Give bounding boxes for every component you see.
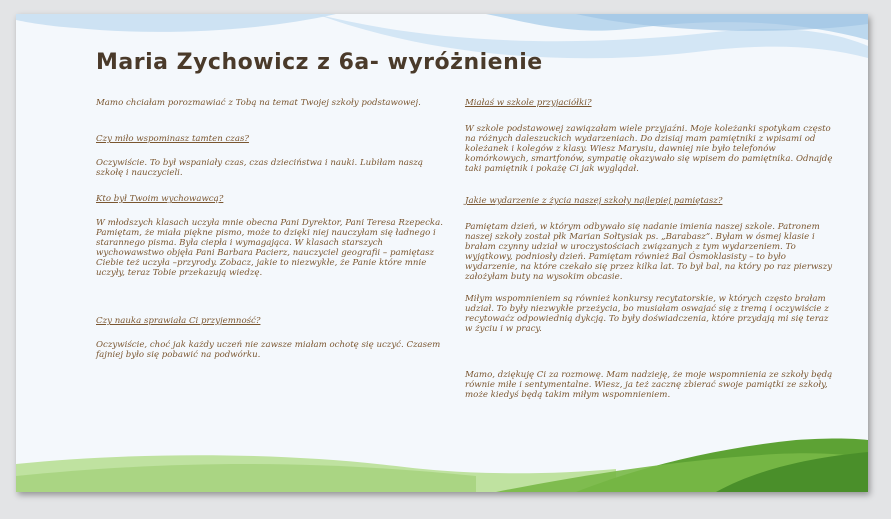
closing-text: Mamo, dziękuję Ci za rozmowę. Mam nadzieję, że moje wspomnienia ze szkoły będą równie miłe i sentymentalne. Wiesz, ja też zacznę zbierać swoje pamiątki ze szkoły, może kiedyś będą takim miłym wspomnieniem. bbox=[465, 370, 833, 400]
answer-6: Miłym wspomnieniem są również konkursy recytatorskie, w których często brałam udział. To były niezwykłe przeżycia, bo musiałam oswajać się z tremą i oczywiście z recytowaćz odpowiednią dykcją. To były doświadczenia, które przydają mi się teraz w życiu i w pracy. bbox=[465, 294, 829, 334]
answer-3: Oczywiście, choć jak każdy uczeń nie zawsze miałam ochotę się uczyć. Czasem fajniej było się pobawić na podwórku. bbox=[96, 340, 441, 360]
intro-text: Mamo chciałam porozmawiać z Tobą na temat Twojej szkoły podstawowej. bbox=[96, 98, 421, 108]
answer-1: Oczywiście. To był wspaniały czas, czas dzieciństwa i nauki. Lubiłam naszą szkołę i nauczycieli. bbox=[96, 158, 423, 178]
question-1: Czy miło wspominasz tamten czas? bbox=[96, 134, 249, 144]
question-5: Jakie wydarzenie z życia naszej szkoły najlepiej pamiętasz? bbox=[465, 196, 723, 206]
answer-5: Pamiętam dzień, w którym odbywało się nadanie imienia naszej szkole. Patronem naszej szkoły został płk Marian Sołtysiak ps. „Barabasz”. Byłam w ósmej klasie i brałam czynny udział w uroczystościach związanych z tym wydarzeniem. To wyjątkowy, podniosły dzień. Pamiętam również Bal Ósmoklasisty – to było wydarzenie, na które czekało się przez kilka lat. To był bal, na który po raz pierwszy założyłam buty na wysokim obcasie. bbox=[465, 222, 833, 282]
question-4: Miałaś w szkole przyjaciółki? bbox=[465, 98, 592, 108]
question-3: Czy nauka sprawiała Ci przyjemność? bbox=[96, 316, 261, 326]
question-2: Kto był Twoim wychowawcą? bbox=[96, 194, 224, 204]
page-title: Maria Zychowicz z 6a- wyróżnienie bbox=[96, 50, 543, 75]
slide bbox=[16, 14, 868, 492]
answer-2: W młodszych klasach uczyła mnie obecna Pani Dyrektor, Pani Teresa Rzepecka. Pamiętam, że miała piękne pismo, może to dzięki niej nauczyłam się ładnego i starannego pisma. Była ciepła i wymagająca. W klasach starszych wychowawstwo objęła Pani Barbara Pacierz, nauczyciel geografii – pamiętasz Ciebie też uczyła –przyrody. Zobacz, jakie to niezwykłe, że Panie które mnie uczyły, teraz Tobie przekazują wiedzę. bbox=[96, 218, 443, 278]
answer-4: W szkole podstawowej zawiązałam wiele przyjaźni. Moje koleżanki spotykam często na różnych daleszuckich wydarzeniach. Do dzisiaj mam pamiętniki z wpisami od koleżanek i kolegów z klasy. Wiesz Marysiu, dawniej nie było telefonów komórkowych, smartfonów, sympatię okazywało się wpisem do pamiętnika. Odnajdę taki pamiętnik i pokażę Ci jak wyglądał. bbox=[465, 124, 833, 174]
